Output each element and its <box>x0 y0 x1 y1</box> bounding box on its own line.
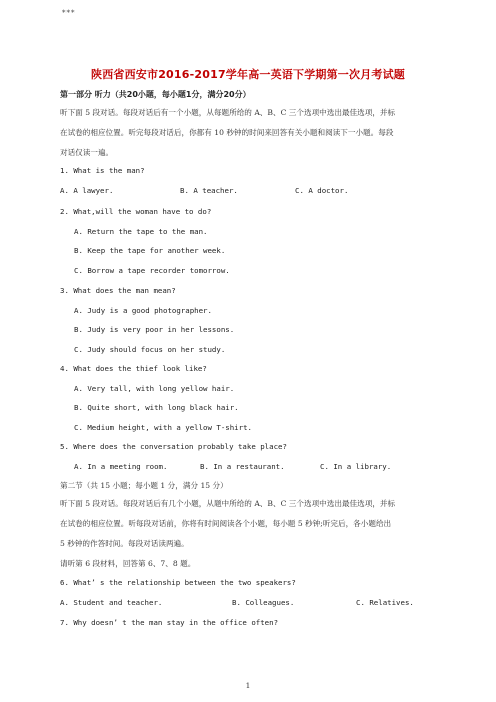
part2-instructions-line3: 5 秒钟的作答时间。每段对话读两遍。 <box>60 539 189 548</box>
q1-option-a: A. A lawyer. <box>60 186 114 195</box>
page-header-mark: *** <box>62 9 76 17</box>
q3-option-b: B. Judy is very poor in her lessons. <box>74 325 235 334</box>
q6-option-b: B. Colleagues. <box>232 598 295 607</box>
part1-instructions-line1: 听下面 5 段对话。每段对话后有一个小题，从每题所给的 A、B、C 三个选项中选出最佳选项，并标 <box>60 108 396 117</box>
q2-option-a: A. Return the tape to the man. <box>74 227 208 236</box>
question-7: 7. Why doesn’ t the man stay in the office often? <box>60 618 279 627</box>
part2-material-note: 请听第 6 段材料，回答第 6、7、8 题。 <box>60 559 196 568</box>
question-6: 6. What’ s the relationship between the two speakers? <box>60 578 296 587</box>
page-number: 1 <box>245 681 251 690</box>
q3-option-a: A. Judy is a good photographer. <box>74 306 212 315</box>
document-title: 陕西省西安市2016-2017学年高一英语下学期第一次月考试题 <box>91 68 405 81</box>
question-2: 2. What,will the woman have to do? <box>60 207 212 216</box>
q6-option-c: C. Relatives. <box>356 598 414 607</box>
part2-instructions-line2: 在试卷的相应位置。听每段对话前，你将有时间阅读各个小题，每小题 5 秒钟;听完后，各小题给出 <box>60 519 392 528</box>
q5-option-c: C. In a library. <box>320 462 392 471</box>
q4-option-c: C. Medium height, with a yellow T-shirt. <box>74 423 252 432</box>
q1-option-b: B. A teacher. <box>180 186 238 195</box>
part1-heading: 第一部分 听力（共20小题，每小题1分，满分20分） <box>60 90 251 99</box>
part1-instructions-line2: 在试卷的相应位置。听完每段对话后，你都有 10 秒钟的时间来回答有关小题和阅读下一小题。每段 <box>60 128 394 137</box>
question-5: 5. Where does the conversation probably take place? <box>60 442 287 451</box>
q5-option-a: A. In a meeting room. <box>74 462 168 471</box>
part1-instructions <box>60 103 440 163</box>
question-1: 1. What is the man? <box>60 166 145 175</box>
q4-option-b: B. Quite short, with long black hair. <box>74 403 239 412</box>
part2-instructions-line1: 听下面 5 段对话。每段对话后有几个小题，从题中所给的 A、B、C 三个选项中选出最佳选项，并标 <box>60 499 396 508</box>
q6-option-a: A. Student and teacher. <box>60 598 163 607</box>
part2-heading: 第二节（共 15 小题；每小题 1 分，满分 15 分） <box>60 481 228 490</box>
q2-option-c: C. Borrow a tape recorder tomorrow. <box>74 266 230 275</box>
part1-instructions-line3: 对话仅读一遍。 <box>60 148 114 157</box>
question-3: 3. What does the man mean? <box>60 286 176 295</box>
q3-option-c: C. Judy should focus on her study. <box>74 345 226 354</box>
q2-option-b: B. Keep the tape for another week. <box>74 246 226 255</box>
question-4: 4. What does the thief look like? <box>60 364 207 373</box>
part2-instructions <box>60 494 440 554</box>
q4-option-a: A. Very tall, with long yellow hair. <box>74 384 235 393</box>
q1-option-c: C. A doctor. <box>295 186 349 195</box>
q5-option-b: B. In a restaurant. <box>200 462 285 471</box>
